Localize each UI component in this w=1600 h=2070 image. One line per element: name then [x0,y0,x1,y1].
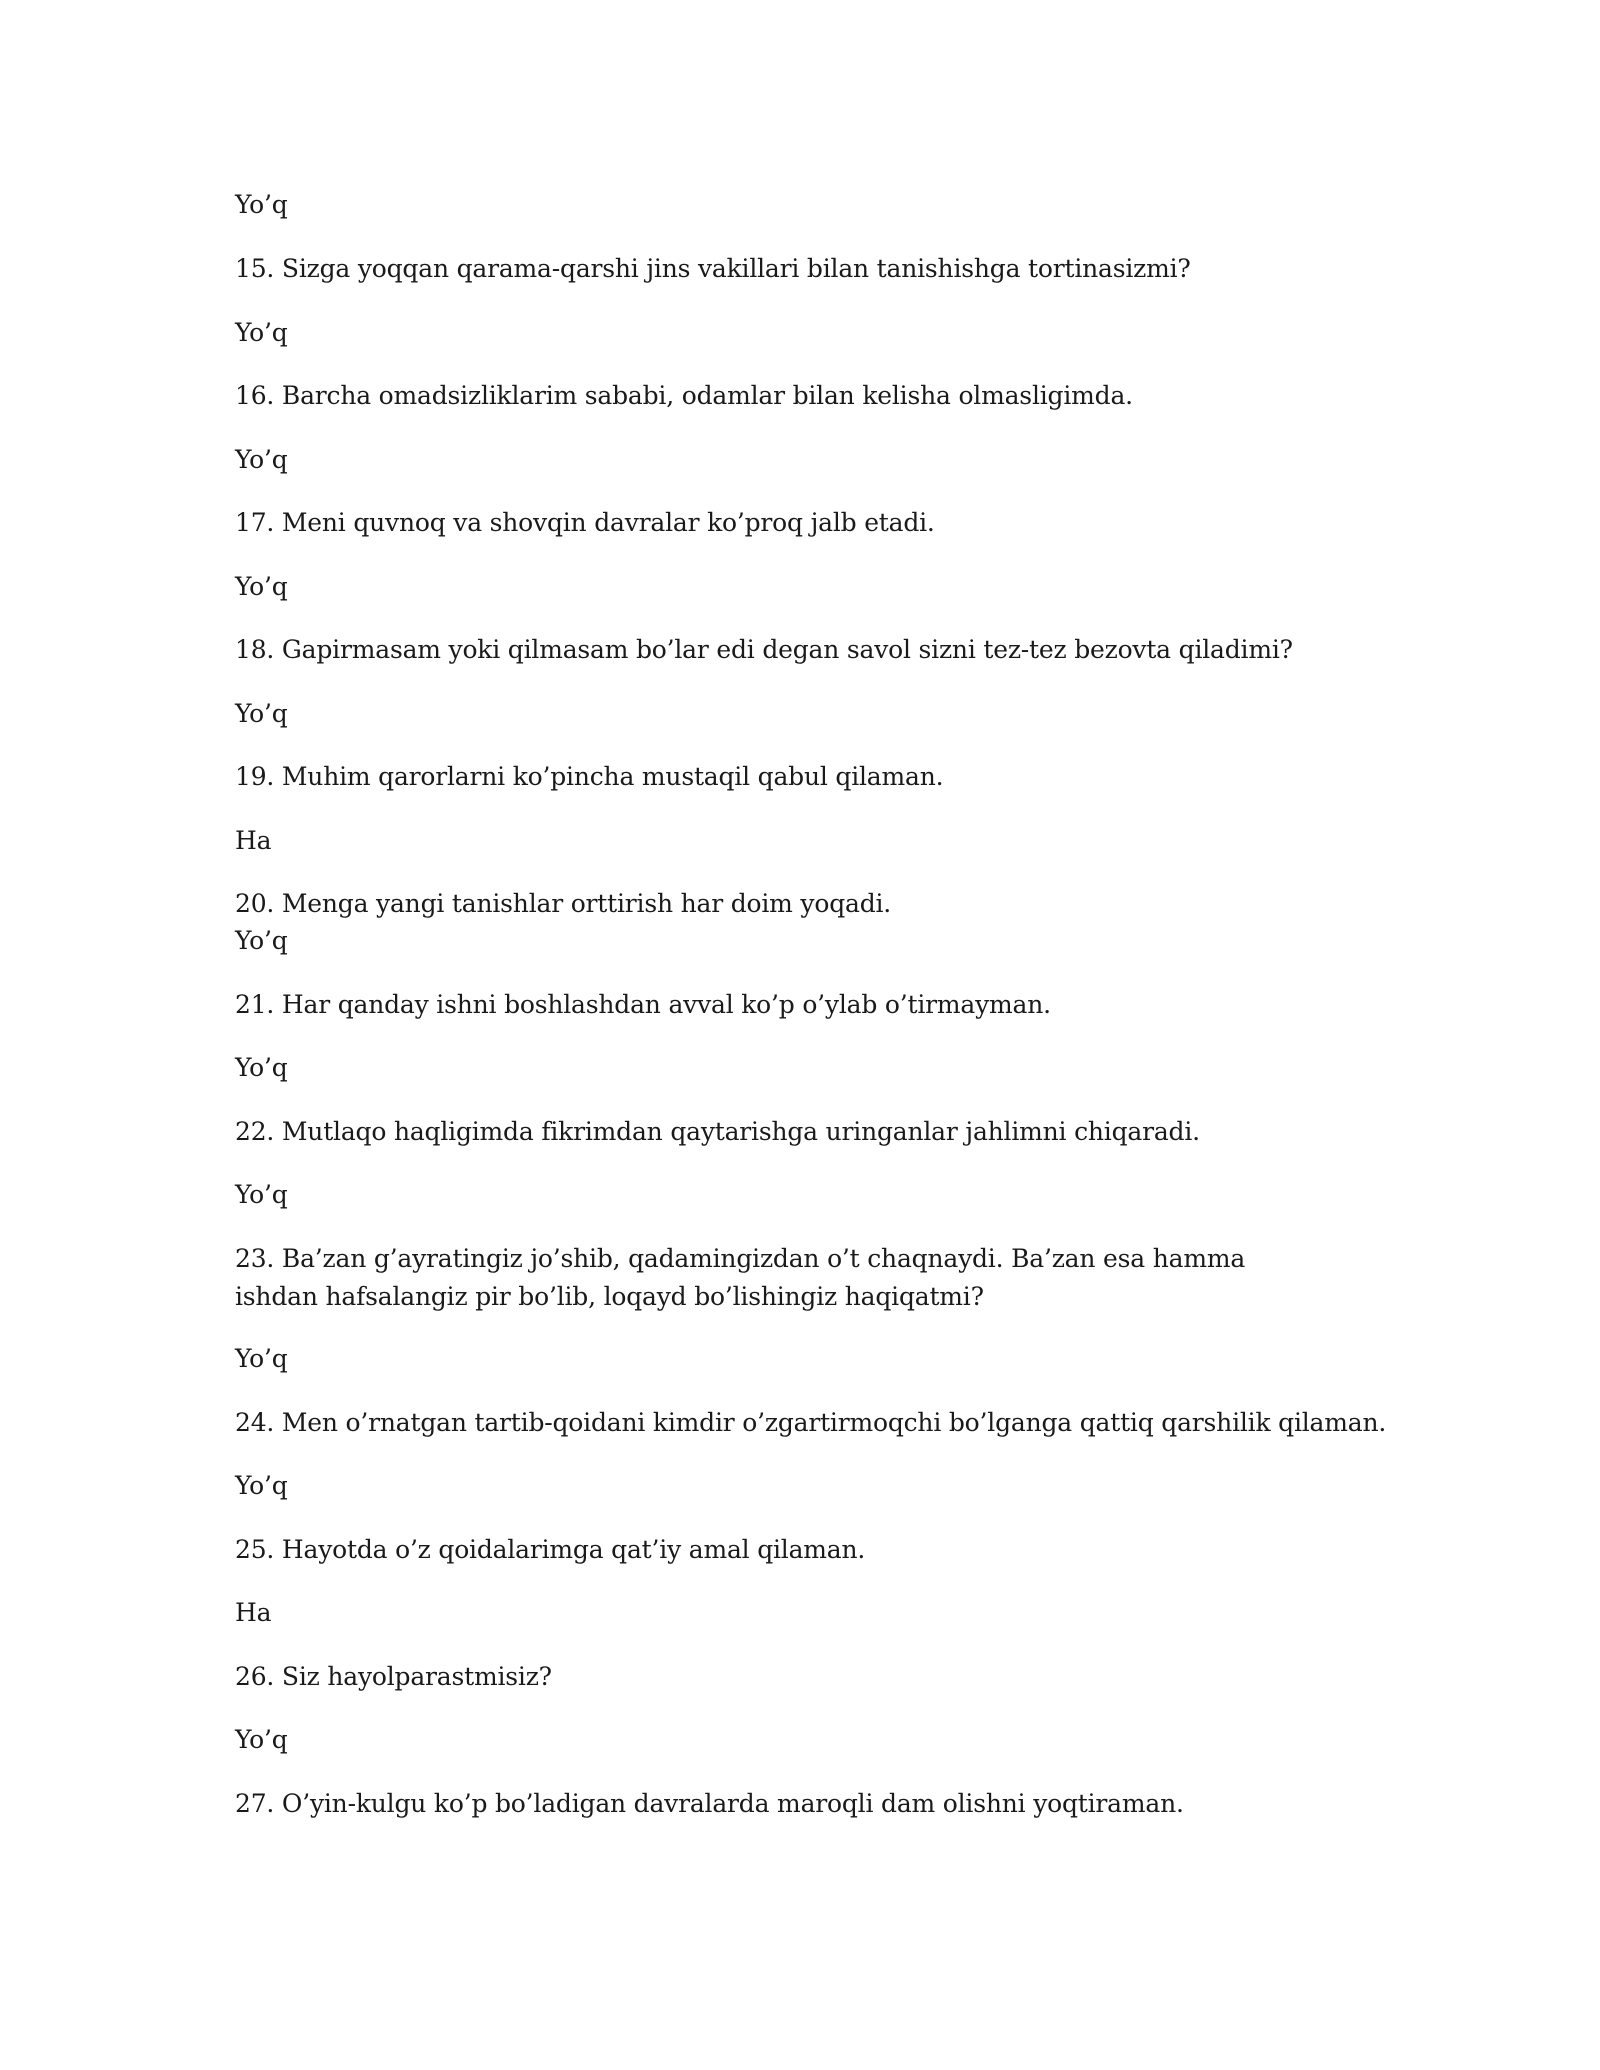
answer-line: Yo’q [235,1344,288,1373]
answer-line: Yo’q [235,1471,288,1500]
answer-line: Yo’q [235,572,288,601]
question-18: 18. Gapirmasam yoki qilmasam bo’lar edi degan savol sizni tez-tez bezovta qiladimi? [235,635,1293,664]
answer-line: Yo’q [235,699,288,728]
question-27: 27. O’yin-kulgu ko’p bo’ladigan davralarda maroqli dam olishni yoqtiraman. [235,1789,1184,1818]
question-23: 23. Ba’zan g’ayratingiz jo’shib, qadamingizdan o’t chaqnaydi. Ba’zan esa hamma ishdan hafsalangiz pir bo’lib, loqayd bo’lishingiz haqiqatmi? [235,1244,1246,1311]
answer-line: Yo’q [235,318,288,347]
question-17: 17. Meni quvnoq va shovqin davralar ko’proq jalb etadi. [235,508,935,537]
question-15: 15. Sizga yoqqan qarama-qarshi jins vakillari bilan tanishishga tortinasizmi? [235,254,1191,283]
answer-line: Ha [235,1598,272,1627]
answer-line: Yo’q [235,926,288,955]
answer-line: Yo’q [235,1180,288,1209]
answer-line: Yo’q [235,1725,288,1754]
answer-line: Ha [235,826,272,855]
question-25: 25. Hayotda o’z qoidalarimga qat’iy amal qilaman. [235,1535,866,1564]
answer-line: Yo’q [235,1053,288,1082]
question-26: 26. Siz hayolparastmisiz? [235,1662,552,1691]
question-22: 22. Mutlaqo haqligimda fikrimdan qaytarishga uringanlar jahlimni chiqaradi. [235,1117,1200,1146]
question-16: 16. Barcha omadsizliklarim sababi, odamlar bilan kelisha olmasligimda. [235,381,1133,410]
question-24: 24. Men o’rnatgan tartib-qoidani kimdir o’zgartirmoqchi bo’lganga qattiq qarshilik qilaman. [235,1408,1387,1437]
question-19: 19. Muhim qarorlarni ko’pincha mustaqil qabul qilaman. [235,762,944,791]
answer-line: Yo’q [235,445,288,474]
question-21: 21. Har qanday ishni boshlashdan avval ko’p o’ylab o’tirmayman. [235,990,1051,1019]
question-20: 20. Menga yangi tanishlar orttirish har doim yoqadi. [235,889,892,918]
answer-line: Yo’q [235,190,288,219]
